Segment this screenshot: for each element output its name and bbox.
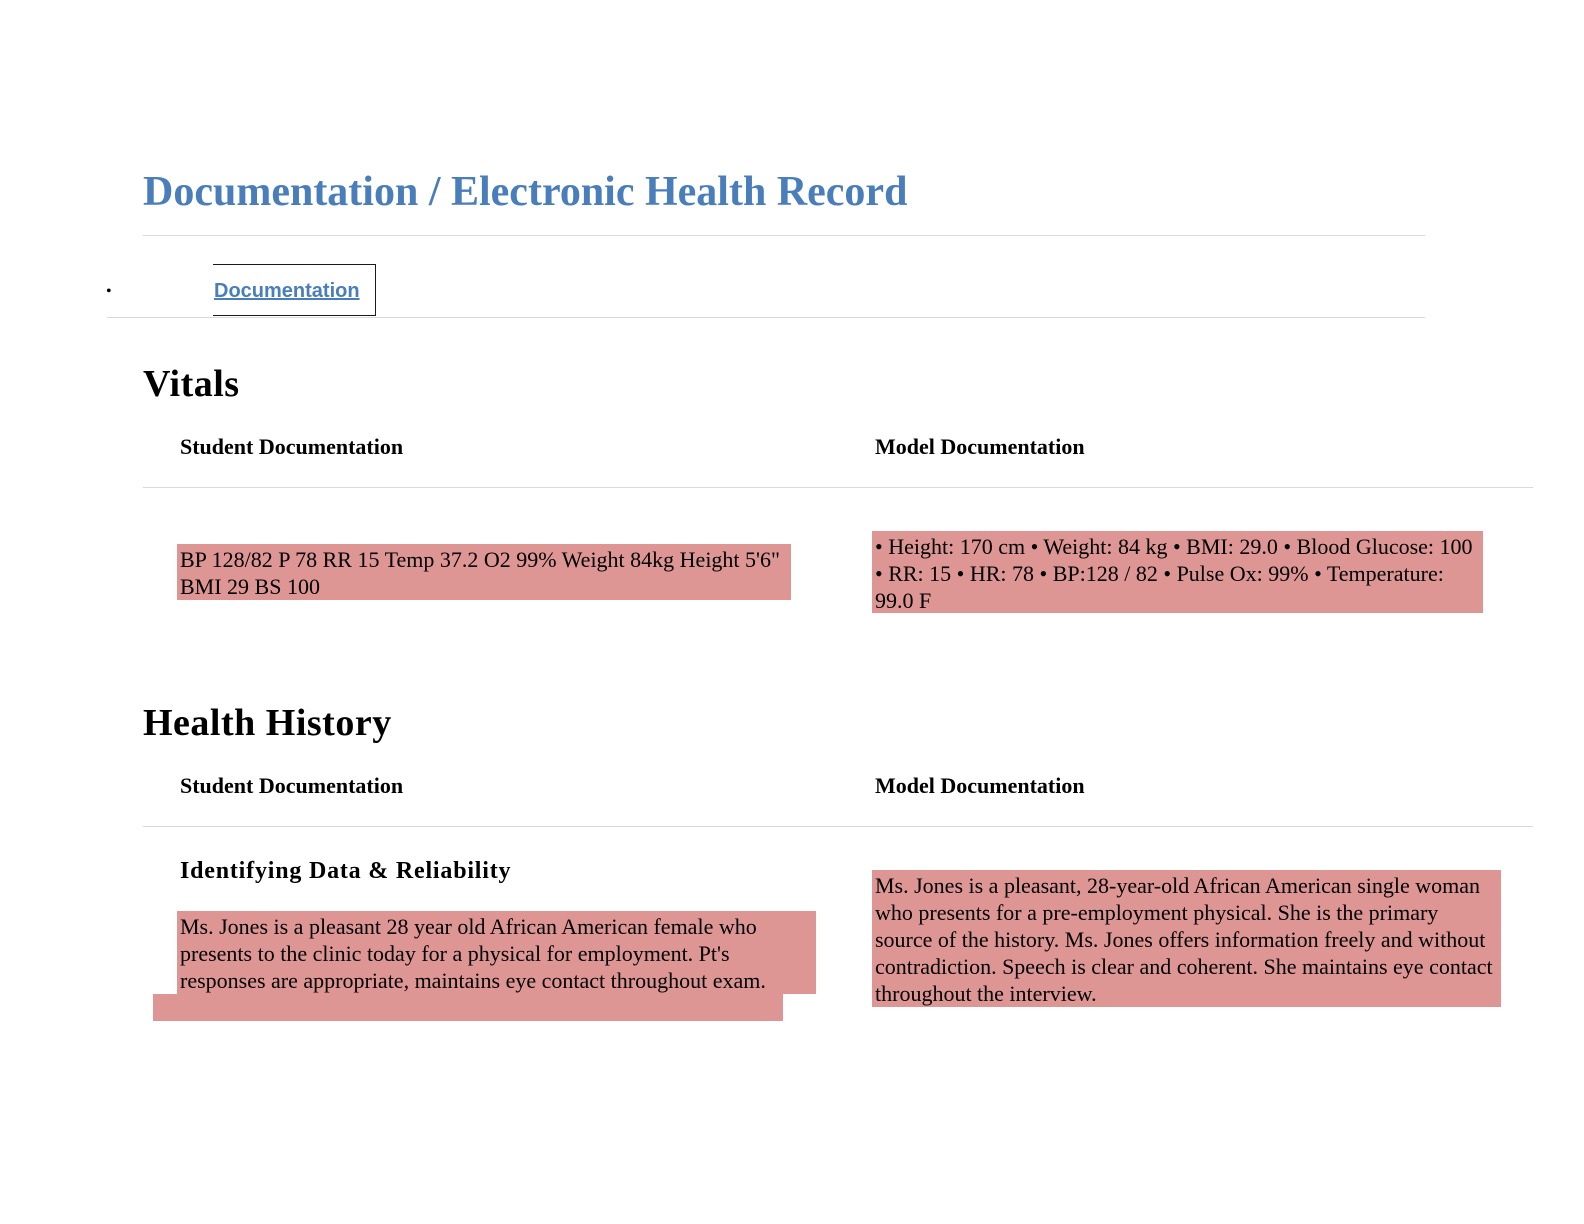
tab-bullet: • [106, 283, 112, 300]
student-highlight-trailing-bar [153, 994, 783, 1021]
documentation-tab-link[interactable]: Documentation [214, 280, 360, 302]
vitals-student-text: BP 128/82 P 78 RR 15 Temp 37.2 O2 99% Weight 84kg Height 5'6" BMI 29 BS 100 [177, 544, 791, 600]
health-history-model-label: Model Documentation [875, 773, 1085, 798]
vitals-student-label: Student Documentation [180, 434, 404, 459]
identifying-data-subheading: Identifying Data & Reliability [180, 858, 512, 884]
health-history-heading: Health History [143, 702, 392, 744]
vitals-model-label: Model Documentation [875, 434, 1085, 459]
health-history-student-label: Student Documentation [180, 773, 404, 798]
page-title: Documentation / Electronic Health Record [143, 169, 908, 215]
vitals-heading: Vitals [143, 363, 240, 405]
health-history-model-text: Ms. Jones is a pleasant, 28-year-old African American single woman who presents for a pre-employment physical. She is the primary source of the history. Ms. Jones offers information freely and without contradiction. Speech is clear and coherent. She maintains eye contact throughout the interview. [872, 870, 1501, 1007]
vitals-model-text: • Height: 170 cm • Weight: 84 kg • BMI: 29.0 • Blood Glucose: 100 • RR: 15 • HR: 78 • BP:128 / 82 • Pulse Ox: 99% • Temperature: 99.0 F [872, 531, 1483, 613]
vitals-divider [143, 487, 1533, 488]
tab-divider [107, 317, 1425, 318]
health-history-divider [143, 826, 1533, 827]
health-history-student-text: Ms. Jones is a pleasant 28 year old African American female who presents to the clinic today for a physical for employment. Pt's responses are appropriate, maintains eye contact throughout exam. [177, 911, 816, 994]
title-divider [143, 235, 1425, 236]
